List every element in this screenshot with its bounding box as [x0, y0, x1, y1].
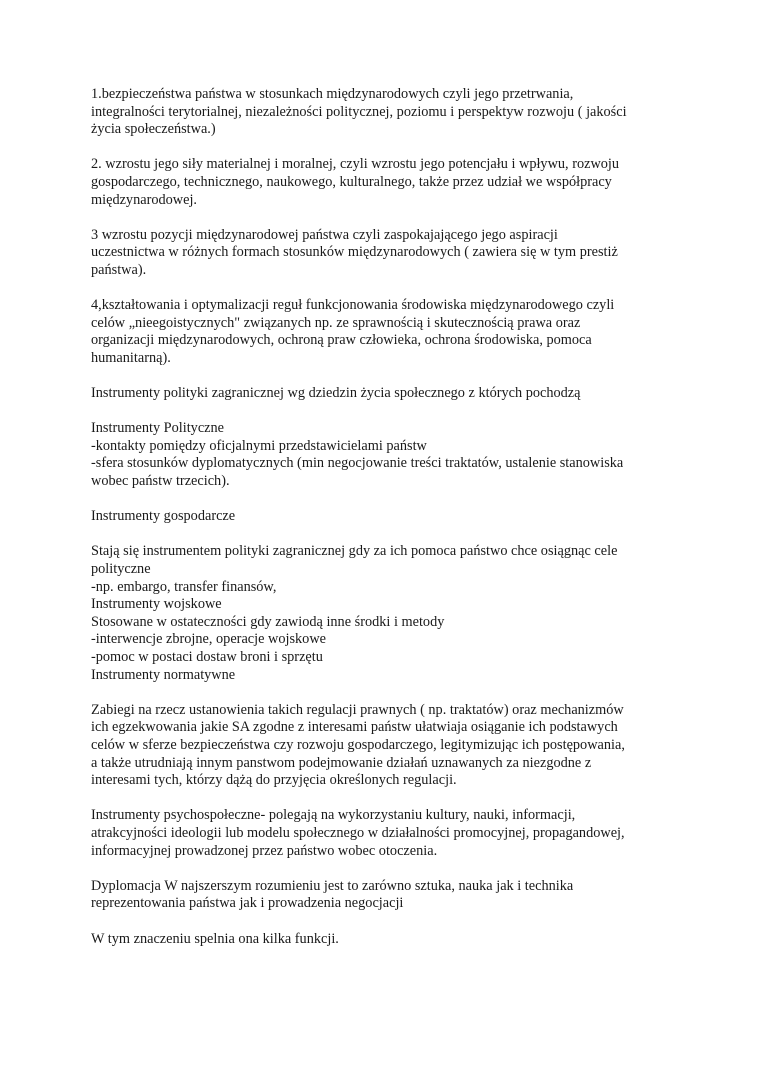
text-line: -kontakty pomiędzy oficjalnymi przedstawicielami państw: [91, 437, 427, 454]
text-line: 2. wzrostu jego siły materialnej i moralnej, czyli wzrostu jego potencjału i wpływu, rozwoju: [91, 156, 620, 173]
text-line: Instrumenty polityki zagranicznej wg dziedzin życia społecznego z których pochodzą: [91, 385, 581, 402]
text-line: humanitarną).: [91, 349, 171, 366]
text-line: -interwencje zbrojne, operacje wojskowe: [91, 631, 326, 648]
text-line: Stosowane w ostateczności gdy zawiodą inne środki i metody: [91, 613, 445, 630]
text-line: celów „nieegoistycznych" związanych np. ze sprawnością i skutecznością prawa oraz: [91, 314, 581, 331]
text-line: 3 wzrostu pozycji międzynarodowej państwa czyli zaspokajającego jego aspiracji: [91, 226, 558, 243]
text-line: celów w sferze bezpieczeństwa czy rozwoju gospodarczego, legitymizując ich postępowania,: [91, 736, 625, 753]
paragraph-normative: [91, 702, 681, 790]
text-line: 4,kształtowania i optymalizacji reguł funkcjonowania środowiska międzynarodowego czyli: [91, 297, 615, 314]
text-line: gospodarczego, technicznego, naukowego, kulturalnego, także przez udział we współpracy: [91, 173, 612, 190]
text-line: Instrumenty Polityczne: [91, 420, 225, 437]
text-line: -sfera stosunków dyplomatycznych (min negocjowanie treści traktatów, ustalenie stanowiska: [91, 455, 624, 472]
paragraph-instruments-heading: [91, 385, 681, 403]
paragraph-functions: [91, 931, 681, 949]
text-line: życia społeczeństwa.): [91, 121, 216, 138]
text-line: Instrumenty normatywne: [91, 666, 236, 683]
paragraph-economic-military: [91, 543, 681, 684]
text-line: integralności terytorialnej, niezależności politycznej, poziomu i perspektyw rozwoju ( jakości: [91, 103, 627, 120]
text-line: Instrumenty wojskowe: [91, 596, 222, 613]
paragraph-goal-1: [91, 86, 681, 139]
paragraph-psychosocial: [91, 807, 681, 860]
text-line: wobec państw trzecich).: [91, 473, 230, 490]
paragraph-political-instruments: [91, 420, 681, 490]
text-line: organizacji międzynarodowych, ochroną praw człowieka, ochrona środowiska, pomoca: [91, 332, 592, 349]
text-line: atrakcyjności ideologii lub modelu społecznego w działalności promocyjnej, propagandowej,: [91, 824, 625, 841]
document-page: [91, 86, 681, 966]
text-line: reprezentowania państwa jak i prowadzenia negocjacji: [91, 895, 404, 912]
text-line: Stają się instrumentem polityki zagranicznej gdy za ich pomoca państwo chce osiągnąc cele: [91, 543, 618, 560]
text-line: a także utrudniają innym panstwom podejmowanie działań uznawanych za niezgodne z: [91, 754, 592, 771]
paragraph-diplomacy: [91, 878, 681, 913]
text-line: 1.bezpieczeństwa państwa w stosunkach międzynarodowych czyli jego przetrwania,: [91, 86, 574, 102]
text-line: interesami tych, którzy dążą do przyjęcia określonych regulacji.: [91, 772, 457, 789]
text-line: Instrumenty psychospołeczne- polegają na wykorzystaniu kultury, nauki, informacji,: [91, 807, 576, 824]
text-line: państwa).: [91, 261, 147, 278]
text-line: Dyplomacja W najszerszym rozumieniu jest to zarówno sztuka, nauka jak i technika: [91, 877, 574, 894]
text-line: polityczne: [91, 561, 151, 578]
text-line: -pomoc w postaci dostaw broni i sprzętu: [91, 649, 323, 665]
text-line: ich egzekwowania jakie SA zgodne z interesami państw ułatwiaja osiąganie ich podstawych: [91, 719, 618, 736]
paragraph-goal-4: [91, 297, 681, 367]
text-line: uczestnictwa w różnych formach stosunków międzynarodowych ( zawiera się w tym prestiż: [91, 244, 618, 261]
text-line: informacyjnej prowadzonej przez państwo wobec otoczenia.: [91, 842, 438, 859]
text-line: międzynarodowej.: [91, 191, 197, 208]
text-line: -np. embargo, transfer finansów,: [91, 578, 277, 595]
paragraph-economic-heading: [91, 508, 681, 526]
text-line: Zabiegi na rzecz ustanowienia takich regulacji prawnych ( np. traktatów) oraz mechanizmów: [91, 701, 624, 718]
text-line: Instrumenty gospodarcze: [91, 508, 236, 525]
paragraph-goal-3: [91, 227, 681, 280]
paragraph-goal-2: [91, 156, 681, 209]
text-line: W tym znaczeniu spelnia ona kilka funkcji.: [91, 930, 339, 947]
